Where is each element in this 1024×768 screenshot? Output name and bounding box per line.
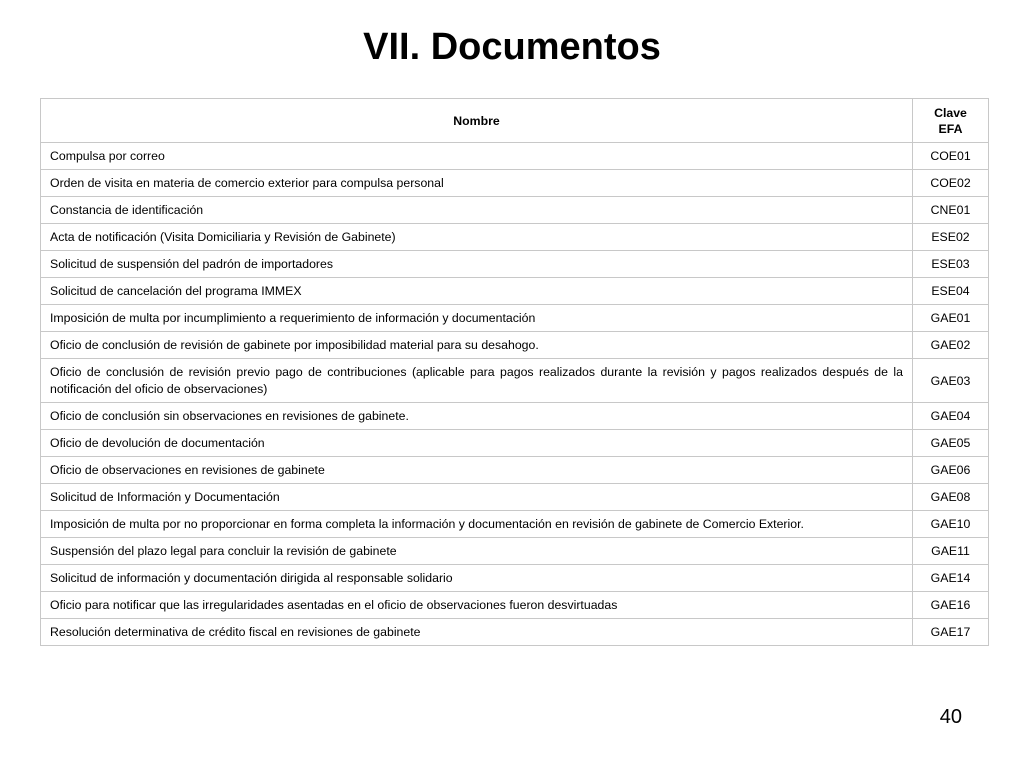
document-code-cell: GAE10 (913, 511, 989, 538)
document-name-cell: Acta de notificación (Visita Domiciliaria y Revisión de Gabinete) (41, 224, 913, 251)
document-name-cell: Orden de visita en materia de comercio exterior para compulsa personal (41, 170, 913, 197)
document-code-cell: GAE08 (913, 484, 989, 511)
table-row (41, 143, 989, 170)
document-code-cell: GAE06 (913, 457, 989, 484)
table-header-row (41, 99, 989, 143)
table-row (41, 403, 989, 430)
document-code-cell: GAE04 (913, 403, 989, 430)
table-row (41, 332, 989, 359)
document-code-cell: GAE03 (913, 359, 989, 403)
document-name-cell: Imposición de multa por no proporcionar en forma completa la información y documentación en revisión de gabinete de Comercio Exterior. (41, 511, 913, 538)
document-code-cell: ESE04 (913, 278, 989, 305)
document-code-cell: GAE17 (913, 619, 989, 646)
document-name-cell: Oficio para notificar que las irregularidades asentadas en el oficio de observaciones fueron desvirtuadas (41, 592, 913, 619)
document-name-cell: Oficio de conclusión sin observaciones en revisiones de gabinete. (41, 403, 913, 430)
table-row (41, 619, 989, 646)
document-code-cell: GAE16 (913, 592, 989, 619)
document-name-cell: Solicitud de suspensión del padrón de importadores (41, 251, 913, 278)
page-number: 40 (939, 706, 962, 728)
column-header-code-line1: Clave (934, 105, 967, 120)
table-row (41, 359, 989, 403)
table-row (41, 538, 989, 565)
document-code-cell: GAE01 (913, 305, 989, 332)
document-name-cell: Oficio de conclusión de revisión de gabinete por imposibilidad material para su desahogo. (41, 332, 913, 359)
column-header-name: Nombre (41, 99, 913, 143)
document-name-cell: Solicitud de información y documentación dirigida al responsable solidario (41, 565, 913, 592)
column-header-code (913, 99, 989, 143)
document-name-cell: Suspensión del plazo legal para concluir la revisión de gabinete (41, 538, 913, 565)
document-name-cell: Imposición de multa por incumplimiento a requerimiento de información y documentación (41, 305, 913, 332)
document-name-cell: Constancia de identificación (41, 197, 913, 224)
document-code-cell: COE01 (913, 143, 989, 170)
document-name-cell: Oficio de devolución de documentación (41, 430, 913, 457)
column-header-code-line2: EFA (938, 121, 963, 136)
document-code-cell: GAE02 (913, 332, 989, 359)
table-row (41, 170, 989, 197)
table-row (41, 484, 989, 511)
document-name-cell: Resolución determinativa de crédito fiscal en revisiones de gabinete (41, 619, 913, 646)
document-code-cell: GAE05 (913, 430, 989, 457)
document-name-cell: Compulsa por correo (41, 143, 913, 170)
table-row (41, 251, 989, 278)
document-name-cell: Oficio de conclusión de revisión previo pago de contribuciones (aplicable para pagos realizados durante la revisión y pagos realizados después de la notificación del oficio de observaciones) (41, 359, 913, 403)
document-code-cell: GAE11 (913, 538, 989, 565)
table-row (41, 430, 989, 457)
document-code-cell: COE02 (913, 170, 989, 197)
table-row (41, 278, 989, 305)
table-row (41, 592, 989, 619)
documents-table (40, 98, 989, 646)
table-row (41, 224, 989, 251)
table-row (41, 565, 989, 592)
table-row (41, 197, 989, 224)
document-name-cell: Solicitud de cancelación del programa IMMEX (41, 278, 913, 305)
table-row (41, 511, 989, 538)
table-row (41, 305, 989, 332)
document-code-cell: GAE14 (913, 565, 989, 592)
table-row (41, 457, 989, 484)
document-code-cell: ESE03 (913, 251, 989, 278)
document-code-cell: ESE02 (913, 224, 989, 251)
document-name-cell: Solicitud de Información y Documentación (41, 484, 913, 511)
document-name-cell: Oficio de observaciones en revisiones de gabinete (41, 457, 913, 484)
table-body (41, 143, 989, 646)
document-code-cell: CNE01 (913, 197, 989, 224)
slide-title: VII. Documentos (363, 26, 661, 68)
